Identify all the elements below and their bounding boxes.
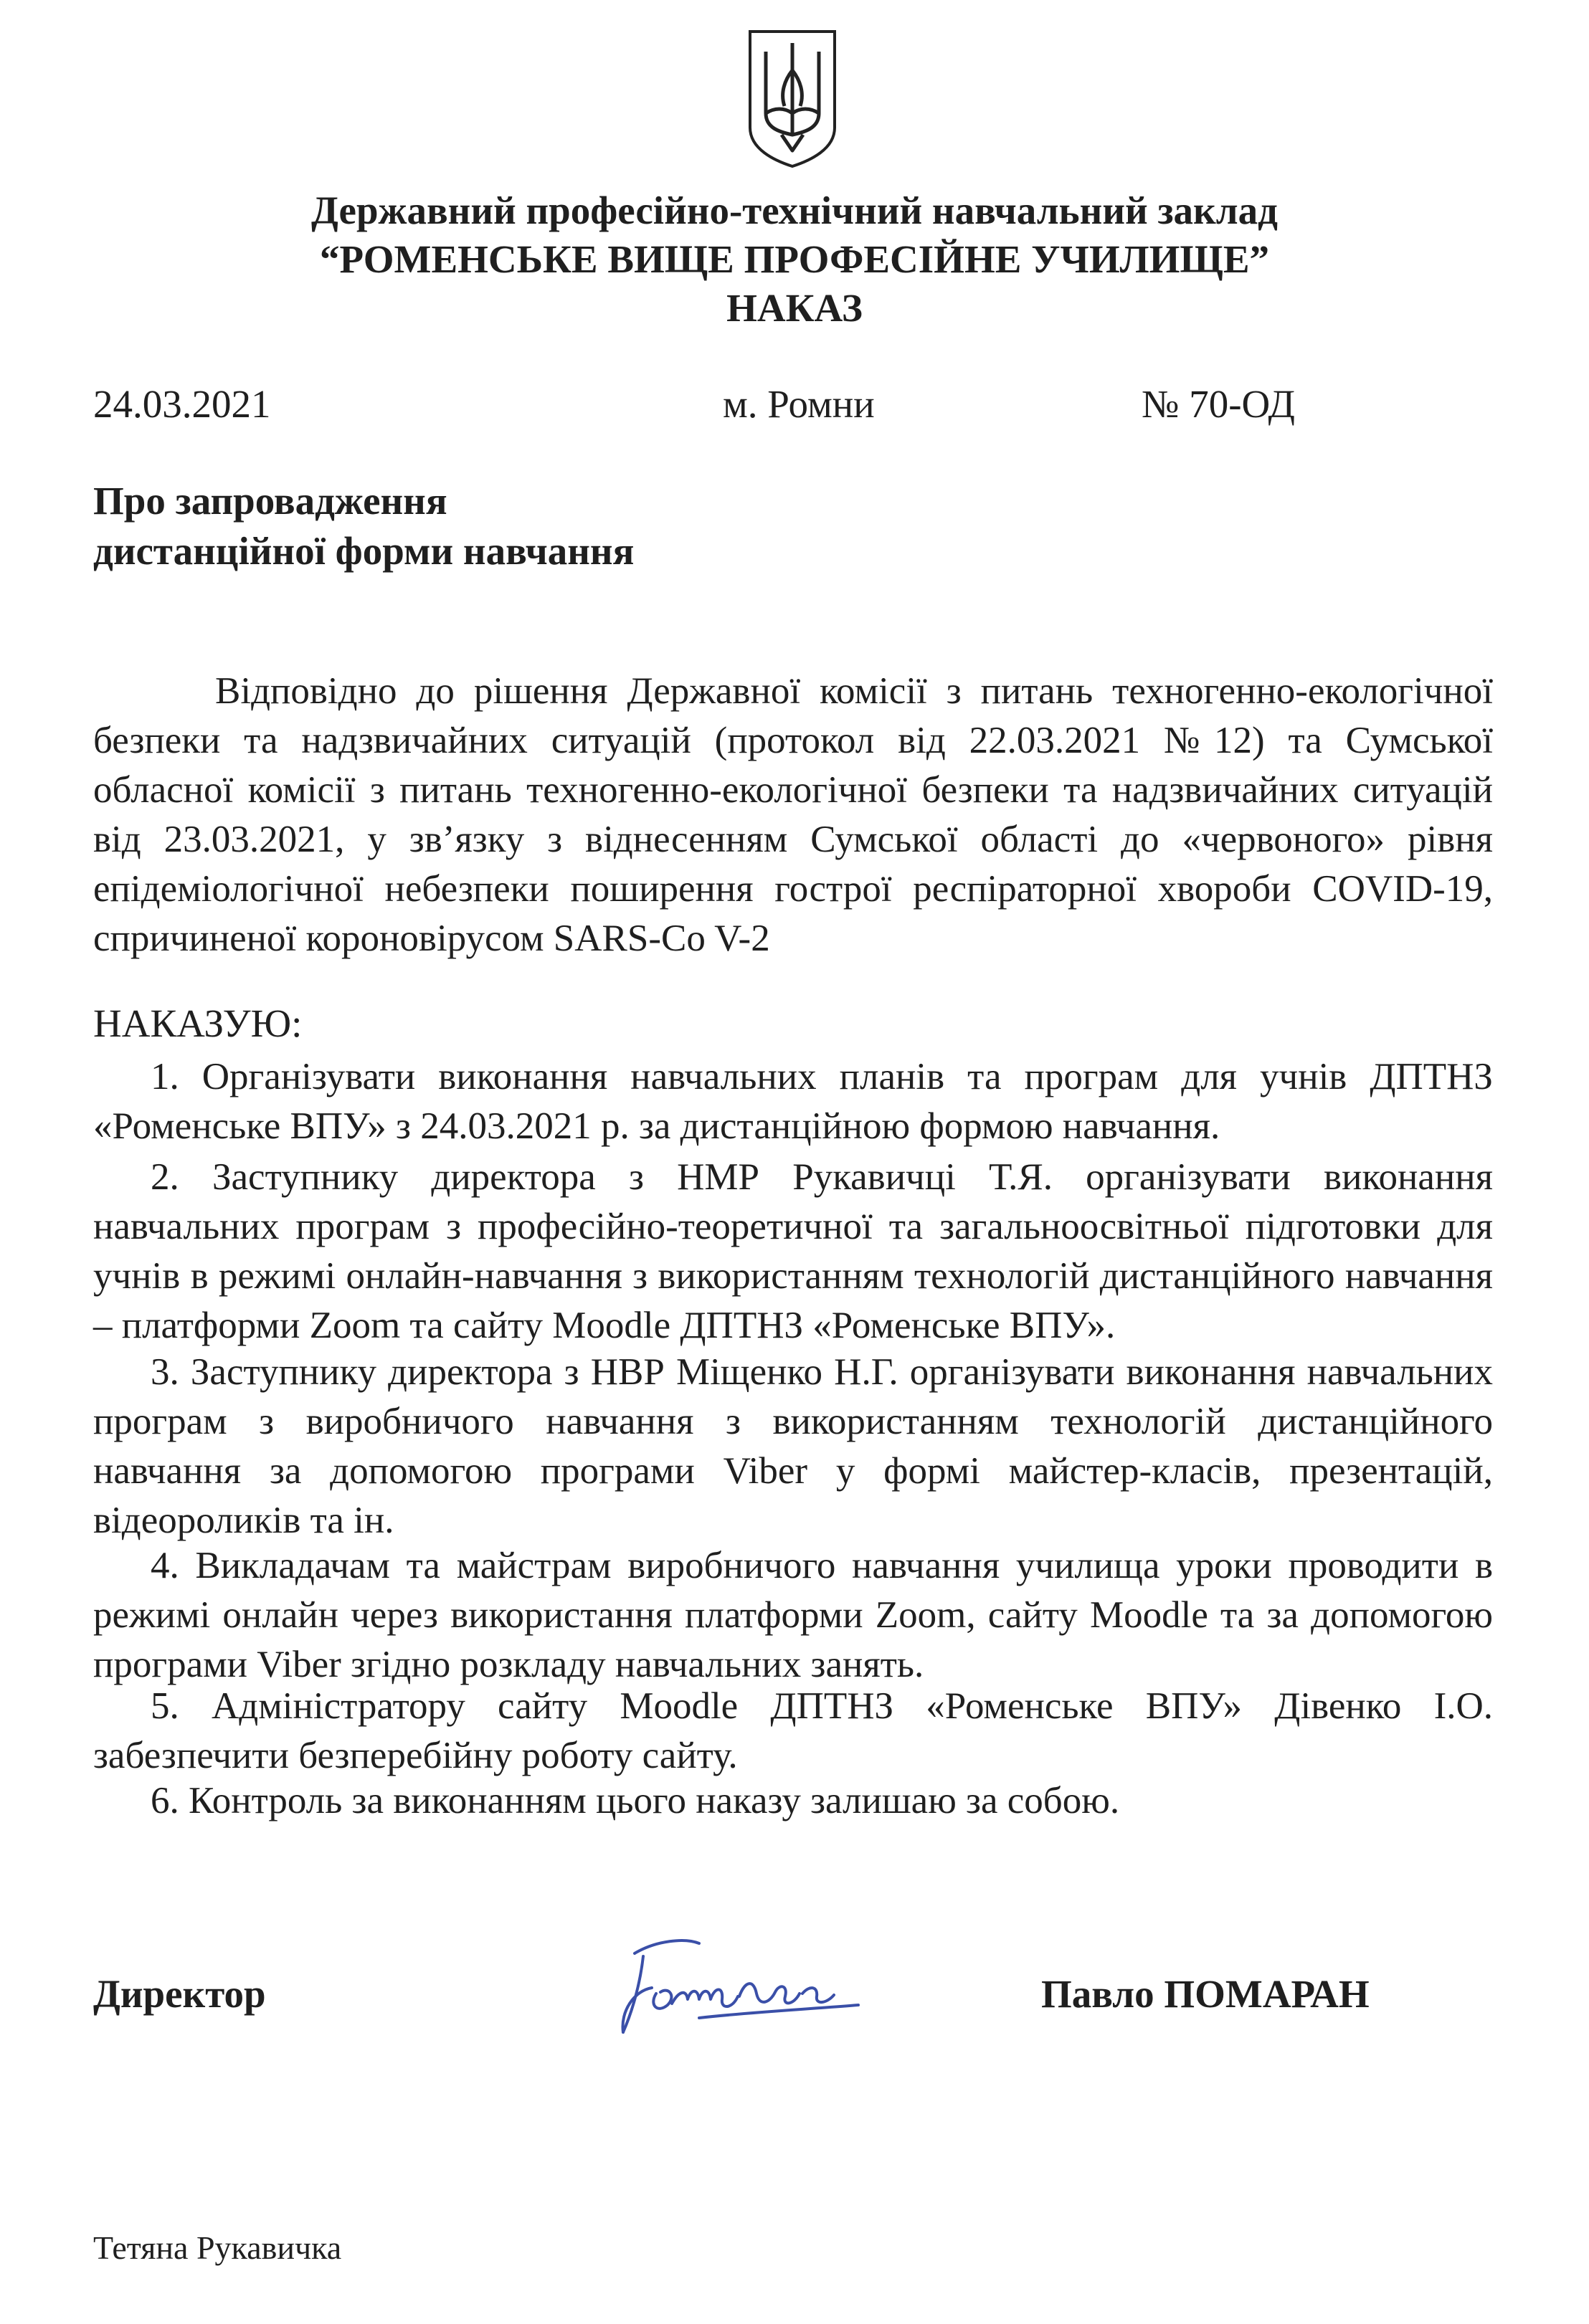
document-type-title: НАКАЗ — [726, 286, 863, 330]
order-item-6: 6. Контроль за виконанням цього наказу залишаю за собою. — [151, 1780, 1120, 1821]
order-item-1: 1. Організувати виконання навчальних планів та програм для учнів ДПТНЗ «Роменське ВПУ» з 24.03.2021 р. за дистанційною формою навчання. — [93, 1056, 1493, 1147]
order-place: м. Ромни — [723, 382, 875, 426]
order-item-3: 3. Заступнику директора з НВР Міщенко Н.Г. організувати виконання навчальних програм з виробничого навчання з використанням технологій дистанційного навчання за допомогою програми Viber у формі майстер-класів, презентацій, відеороликів та ін. — [93, 1351, 1493, 1541]
order-number: № 70-ОД — [1142, 382, 1296, 426]
order-word: НАКАЗУЮ: — [93, 1001, 303, 1045]
coat-of-arms-icon — [744, 27, 840, 168]
order-item-2: 2. Заступнику директора з НМР Рукавичці Т.Я. організувати виконання навчальних програм з професійно-теоретичної та загальноосвітньої підготовки для учнів в режимі онлайн-навчання з використанням технологій дистанційного навчання – платформи Zoom та сайту Moodle ДПТНЗ «Роменське ВПУ». — [93, 1156, 1493, 1346]
institution-line: Державний професійно-технічний навчальний заклад — [311, 189, 1278, 232]
subject-line-2: дистанційної форми навчання — [93, 529, 635, 573]
preamble-paragraph: Відповідно до рішення Державної комісії з питань техногенно-екологічної безпеки та надзвичайних ситуацій (протокол від 22.03.2021 №12) та Сумської обласної комісії з питань техногенно-екологічної безпеки та надзвичайних ситуацій від 23.03.2021, у зв’язку з віднесенням Сумської області до «червоного» рівня епідеміологічної небезпеки поширення гострої респіраторної хвороби COVID-19, спричиненої короновірусом SARS-Co V-2 — [93, 670, 1493, 959]
handwritten-signature — [592, 1925, 900, 2039]
signatory-name: Павло ПОМАРАН — [1041, 1972, 1370, 2016]
school-name: “РОМЕНСЬКЕ ВИЩЕ ПРОФЕСІЙНЕ УЧИЛИЩЕ” — [319, 237, 1270, 281]
subject-line-1: Про запровадження — [93, 479, 447, 523]
order-subject — [93, 476, 634, 576]
order-item-5: 5. Адміністратору сайту Moodle ДПТНЗ «Роменське ВПУ» Дівенко І.О. забезпечити безперебійну роботу сайту. — [93, 1685, 1493, 1776]
order-date: 24.03.2021 — [93, 382, 271, 426]
signatory-position: Директор — [93, 1972, 266, 2016]
order-item-4: 4. Викладачам та майстрам виробничого навчання училища уроки проводити в режимі онлайн через використання платформи Zoom, сайту Moodle та за допомогою програми Viber згідно розкладу навчальних занять. — [93, 1545, 1493, 1685]
executor-name: Тетяна Рукавичка — [93, 2229, 342, 2266]
